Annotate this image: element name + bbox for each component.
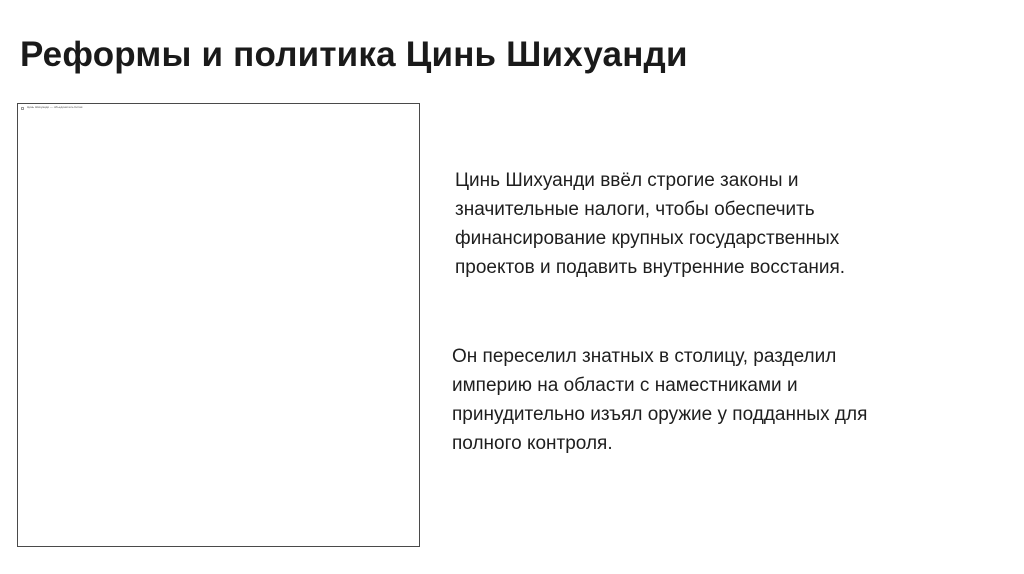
paragraph-line: Он переселил знатных в столицу, разделил <box>452 346 837 367</box>
image-placeholder <box>17 103 420 547</box>
paragraph-line: значительные налоги, чтобы обеспечить <box>455 199 815 220</box>
broken-image-icon <box>21 107 24 110</box>
paragraph-laws-taxes <box>455 166 955 282</box>
paragraph-line: полного контроля. <box>452 433 613 454</box>
paragraph-line: финансирование крупных государственных <box>455 228 840 249</box>
image-alt-text: Цинь Шихуанди — объединитель Китая <box>27 105 83 109</box>
paragraph-line: проектов и подавить внутренние восстания. <box>455 257 846 278</box>
paragraph-control-measures <box>452 342 972 458</box>
paragraph-line: империю на области с наместниками и <box>452 375 798 396</box>
paragraph-line: Цинь Шихуанди ввёл строгие законы и <box>455 170 799 191</box>
slide-title: Реформы и политика Цинь Шихуанди <box>20 35 688 74</box>
paragraph-line: принудительно изъял оружие у подданных для <box>452 404 868 425</box>
